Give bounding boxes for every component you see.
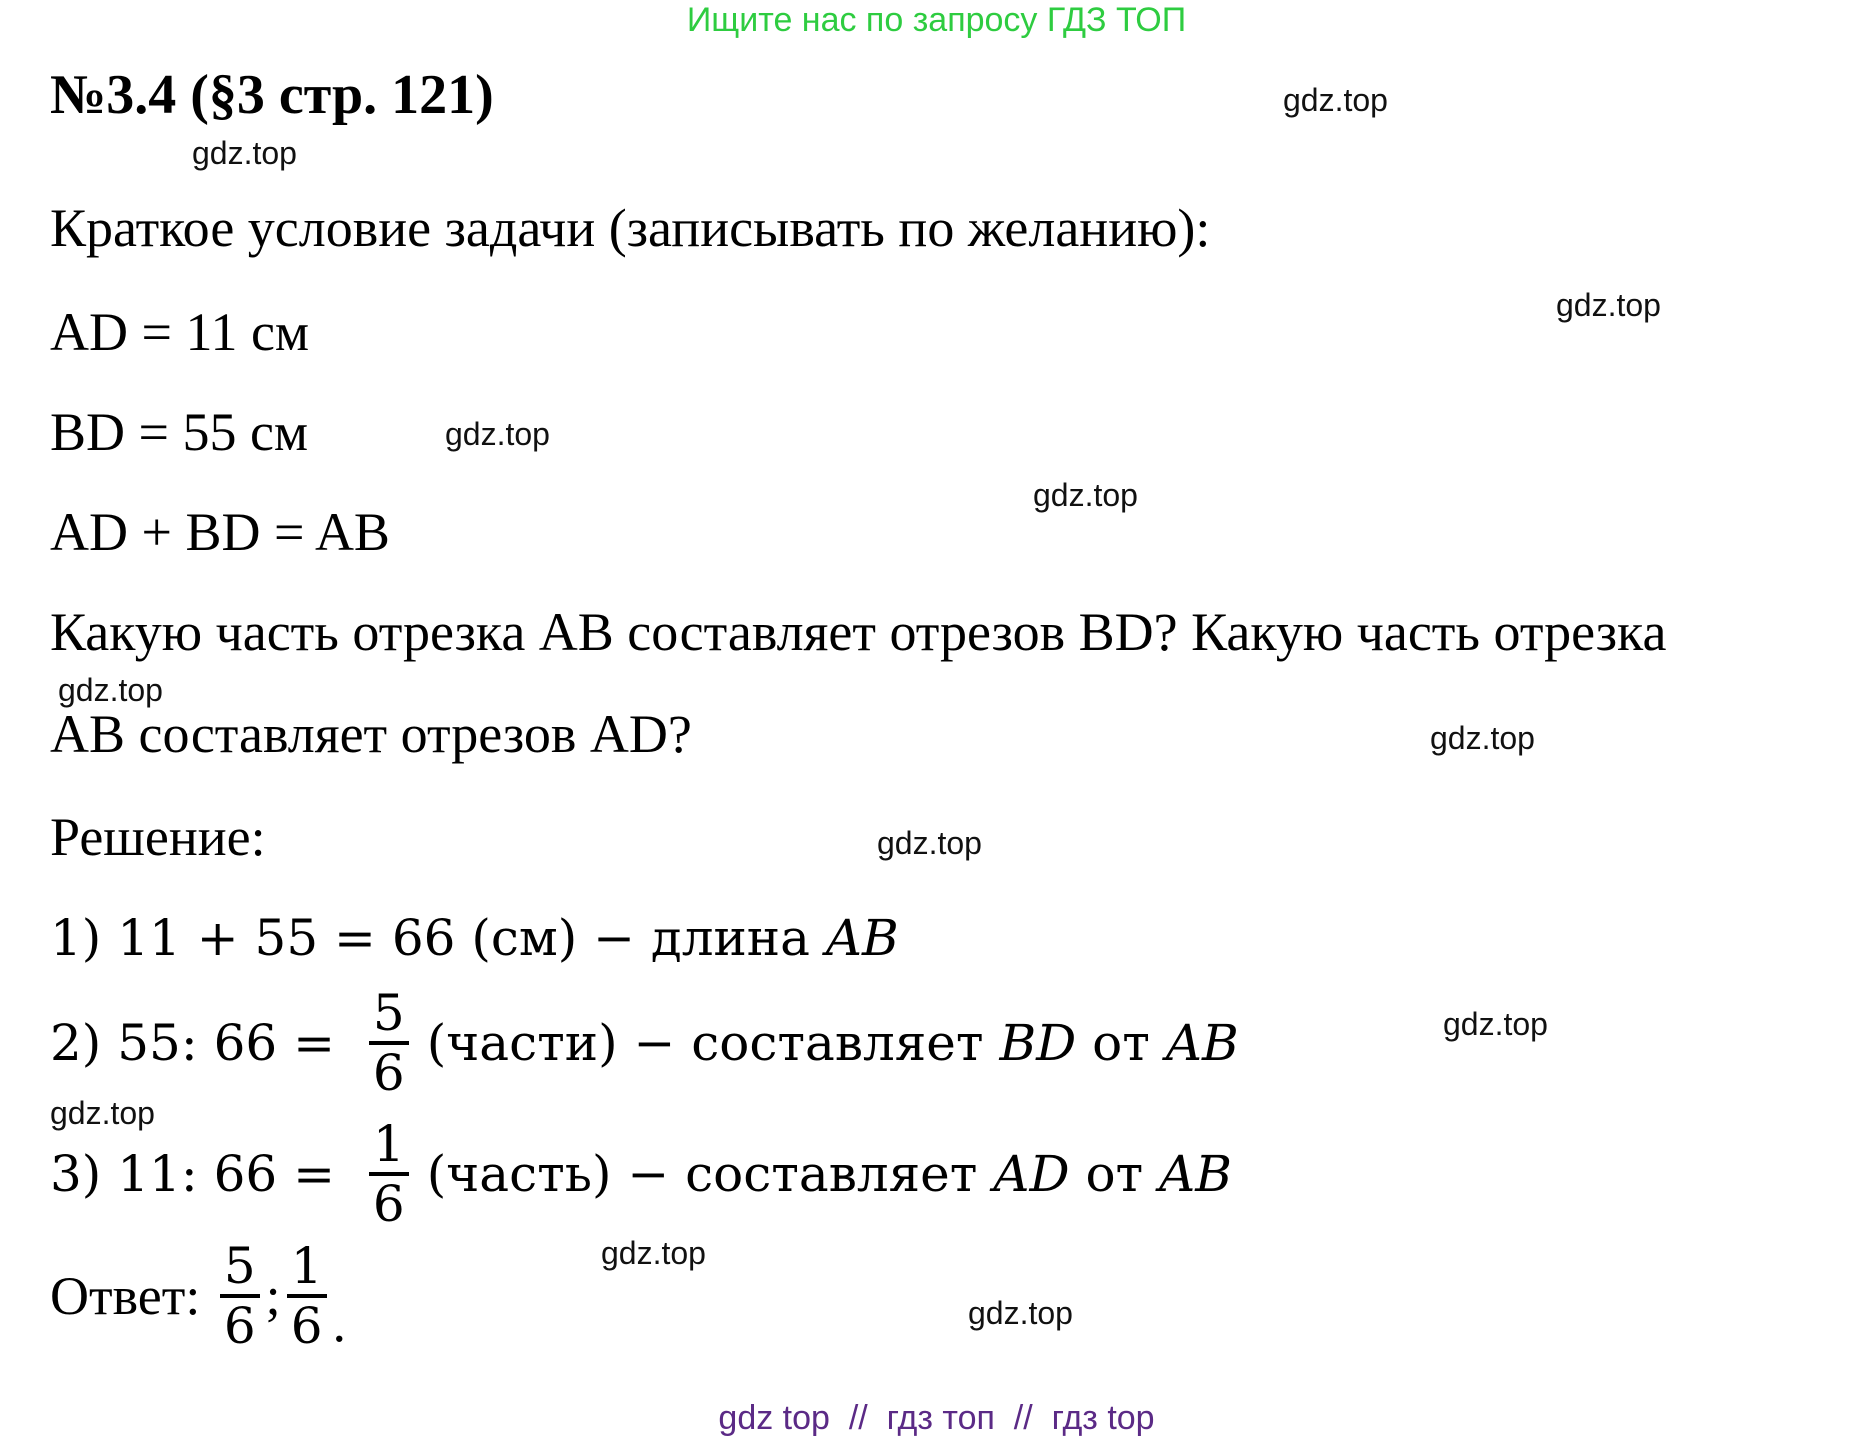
- watermark: gdz.top: [968, 1295, 1073, 1331]
- watermark: gdz.top: [192, 135, 297, 171]
- answer-separator: ;: [265, 1266, 281, 1326]
- page-title: №3.4 (§3 стр. 121): [50, 64, 494, 126]
- watermark: gdz.top: [445, 416, 550, 452]
- condition-sum: AD + BD = AB: [50, 502, 390, 562]
- question-line-1: Какую часть отрезка AB составляет отрезов BD? Какую часть отрезка: [50, 602, 1667, 662]
- step-2-mid: от: [1076, 1014, 1166, 1072]
- step-1-text: 1) 11 + 55 = 66 (см) − длина: [50, 909, 826, 967]
- fraction-numerator: 5: [372, 984, 405, 1042]
- step-2-prefix: 2) 55: 66 =: [50, 1014, 351, 1072]
- step-2-var-2: AB: [1165, 1014, 1239, 1072]
- watermark: gdz.top: [1033, 477, 1138, 513]
- fraction-denominator: 6: [372, 1044, 405, 1102]
- solution-step-2: [50, 985, 1239, 1101]
- answer-end: .: [332, 1293, 346, 1353]
- step-3-prefix: 3) 11: 66 =: [50, 1145, 351, 1203]
- question-line-2: AB составляет отрезов AD?: [50, 704, 692, 764]
- watermark: gdz.top: [1283, 82, 1388, 118]
- step-3-fraction: [369, 1116, 409, 1232]
- step-3-var-2: AB: [1159, 1145, 1232, 1203]
- fraction-denominator: 6: [372, 1175, 405, 1233]
- watermark: gdz.top: [1443, 1006, 1548, 1042]
- watermark: gdz.top: [601, 1235, 706, 1271]
- condition-heading: Краткое условие задачи (записывать по желанию):: [50, 198, 1211, 258]
- answer-label: Ответ:: [50, 1266, 214, 1326]
- condition-bd: BD = 55 см: [50, 402, 309, 462]
- step-2-var-1: BD: [999, 1014, 1077, 1072]
- answer-fraction-2: [287, 1238, 327, 1354]
- fraction-numerator: 1: [290, 1237, 323, 1295]
- step-2-suffix: (части) − составляет: [426, 1014, 1000, 1072]
- watermark: gdz.top: [50, 1095, 155, 1131]
- step-3-var-1: AD: [993, 1145, 1070, 1203]
- step-1-var: AB: [825, 909, 899, 967]
- footer: gdz top // гдз топ // гдз top: [718, 1399, 1155, 1437]
- watermark: gdz.top: [58, 672, 163, 708]
- solution-step-1: [50, 908, 899, 968]
- step-3-mid: от: [1069, 1145, 1160, 1203]
- step-3-suffix: (часть) − составляет: [426, 1145, 994, 1203]
- solution-step-3: [50, 1116, 1232, 1232]
- condition-ad: AD = 11 см: [50, 302, 310, 362]
- solution-heading: Решение:: [50, 807, 266, 867]
- step-2-fraction: [369, 985, 409, 1101]
- top-banner: Ищите нас по запросу ГДЗ ТОП: [686, 1, 1187, 39]
- fraction-denominator: 6: [290, 1297, 323, 1355]
- fraction-numerator: 1: [372, 1115, 405, 1173]
- answer-fraction-1: [220, 1238, 260, 1354]
- watermark: gdz.top: [1556, 287, 1661, 323]
- fraction-numerator: 5: [223, 1237, 256, 1295]
- fraction-denominator: 6: [223, 1297, 256, 1355]
- watermark: gdz.top: [1430, 720, 1535, 756]
- watermark: gdz.top: [877, 825, 982, 861]
- answer: [50, 1238, 346, 1354]
